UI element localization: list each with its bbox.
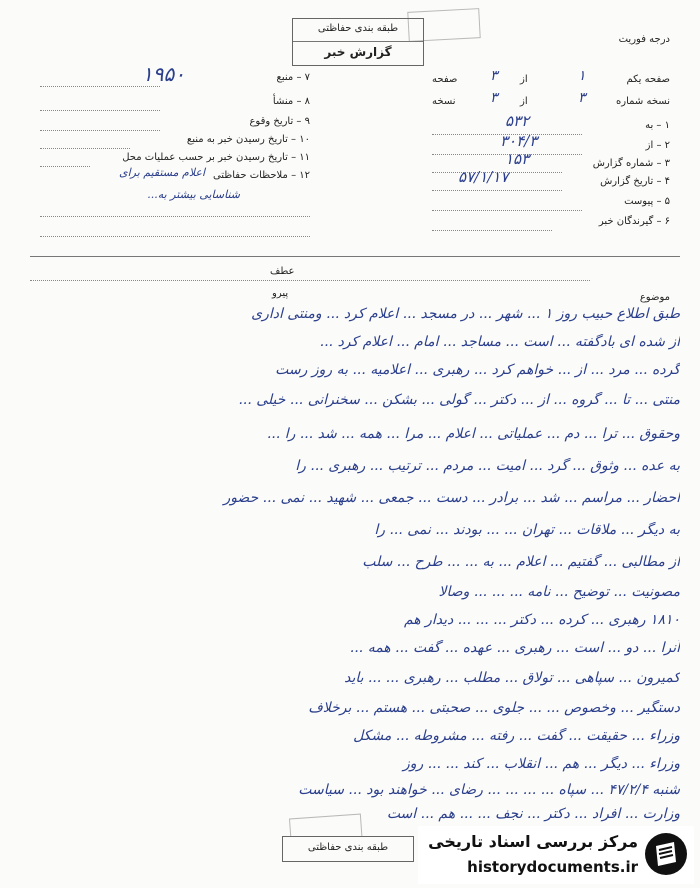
body-line-9: از مطالبی ... گفتیم ... اعلام ... به ... ... طرح ... سلب <box>362 554 680 570</box>
field-report-number-value: ۱۵۳ <box>505 150 530 168</box>
page-row-value: ۱ <box>578 68 586 84</box>
copy-row-unit: نسخه <box>432 96 456 107</box>
copy-row-value: ۳ <box>578 90 586 106</box>
copy-row-of: از <box>520 96 528 107</box>
body-line-3: گرده ... مرد ... از ... خواهم کرد ... رهبری ... اعلامیه ... به روز رست <box>275 362 680 378</box>
ref-peyro: پیرو <box>272 288 289 299</box>
field-date-news-source: ۱۰ – تاریخ رسیدن خبر به منبع <box>186 134 310 145</box>
field-attachment: ۵ – پیوست <box>624 196 670 207</box>
classification-title: طبقه بندی حفاظتی <box>317 23 399 34</box>
body-line-15: وزراء ... حقیقت ... گفت ... رفته ... مشروطه ... مشکل <box>353 728 680 744</box>
body-line-4: منتی ... تا ... گروه ... از ... دکتر ... گولی ... بشکن ... سخنرانی ... خیلی ... <box>238 392 680 408</box>
field-date-occurrence: ۹ – تاریخ وقوع <box>249 116 310 127</box>
ref-atf: عطف <box>270 266 295 277</box>
archive-logo-icon <box>644 832 688 876</box>
field-security-notes: ۱۲ – ملاحظات حفاظتی <box>212 170 310 181</box>
body-line-11: ۱۸۱۰ رهبری ... کرده ... دکتر ... ... ... دیدار هم <box>403 612 680 628</box>
body-line-16: وزراء ... دیگر ... هم ... انقلاب ... کند ... ... روز <box>402 756 680 772</box>
body-line-10: مصونیت ... توضیح ... نامه ... ... ... وصالا <box>438 584 680 600</box>
field-from-value: ۳۰۴/۳ <box>500 132 538 150</box>
copy-row-label: نسخه شماره <box>616 96 670 107</box>
body-line-12: آنرا ... دو ... است ... رهبری ... عهده ... گفت ... همه ... <box>349 640 680 656</box>
copy-row-of-value: ۳ <box>490 90 498 106</box>
body-line-14: دستگیر ... وخصوص ... ... جلوی ... صحبتی ... هستم ... برخلاف <box>308 700 680 716</box>
report-title: گزارش خبر <box>324 45 392 59</box>
header-divider <box>293 41 423 42</box>
field-source: ۷ – منبع <box>276 72 310 83</box>
field-report-date-value: ۵۷/۱/۱۷ <box>458 168 509 186</box>
header-separator <box>30 256 680 257</box>
year-handwritten: ۱۹۵۰ <box>142 62 185 86</box>
page-row-of: از <box>520 74 528 85</box>
body-line-8: به دیگر ... ملاقات ... تهران ... ... بودند ... نمی ... را <box>374 522 680 538</box>
field-recipients: ۶ – گیرندگان خبر <box>598 216 670 227</box>
body-line-7: احضار ... مراسم ... شد ... برادر ... دست ... جمعی ... شهید ... نمی ... حضور <box>223 490 680 506</box>
body-line-17: شنبه ۴۷/۲/۴ ... سپاه ... ... ... ... رضای ... خواهند بود ... سیاست <box>298 782 680 798</box>
field-origin: ۸ – منشأ <box>272 96 310 107</box>
security-notes-value: اعلام مستقیم برای <box>118 166 205 179</box>
subject-label: موضوع <box>639 292 670 303</box>
page-row-unit: صفحه <box>432 74 458 85</box>
body-line-5: وحقوق ... ترا ... دم ... عملیاتی ... اعلام ... مرا ... همه ... شد ... را ... <box>266 426 680 442</box>
watermark-title: مرکز بررسی اسناد تاریخی <box>428 832 638 851</box>
field-to-value: ۵۳۲ <box>505 112 530 130</box>
watermark-url: historydocuments.ir <box>467 858 638 876</box>
field-from: ۲ – از <box>645 140 670 151</box>
page-row-of-value: ۳ <box>490 68 498 84</box>
footer-classification-label: طبقه بندی حفاظتی <box>307 842 389 853</box>
urgency-label: درجه فوریت <box>618 34 670 45</box>
header-box <box>292 18 424 66</box>
watermark <box>418 826 694 884</box>
field-to: ۱ – به <box>645 120 670 131</box>
body-line-2: از شده ای بادگفته ... است ... مساجد ... امام ... اعلام کرد ... <box>319 334 680 350</box>
field-report-number: ۳ – شماره گزارش <box>592 158 670 169</box>
body-line-1: طبق اطلاع حبیب روز ۱ ... شهر ... در مسجد ... اعلام کرد ... ومنتی اداری <box>251 306 680 322</box>
field-report-date: ۴ – تاریخ گزارش <box>600 176 670 187</box>
body-line-13: کمیرون ... سپاهی ... تولاق ... مطلب ... رهبری ... ... باید <box>344 670 680 686</box>
footer-classification-box <box>282 836 414 862</box>
page-row-label: صفحه یکم <box>626 74 670 85</box>
field-date-news-local: ۱۱ – تاریخ رسیدن خبر بر حسب عملیات محل <box>122 152 310 163</box>
body-line-18: وزارت ... افراد ... دکتر ... نجف ... ... هم ... است <box>386 806 680 822</box>
security-notes-value-2: شناسایی بیشتر به... <box>147 188 240 201</box>
body-line-6: به عده ... وثوق ... گرد ... امیت ... مردم ... ترتیب ... رهبری ... را <box>295 458 680 474</box>
